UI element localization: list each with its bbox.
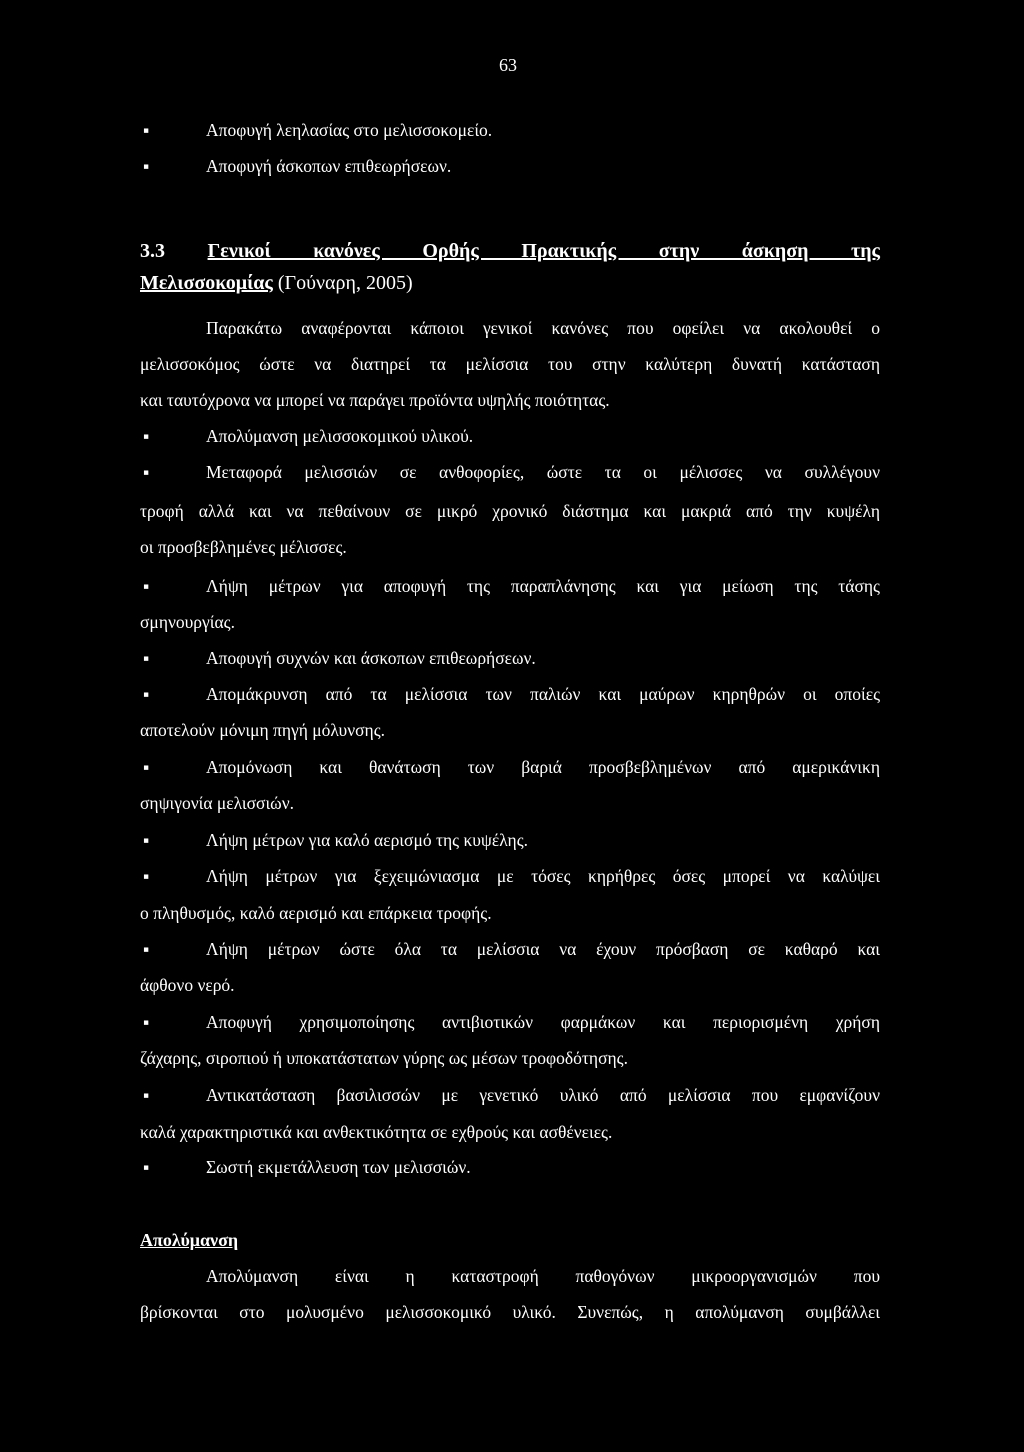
list-item-continued: αποτελούν μόνιμη πηγή μόλυνσης. [140, 720, 385, 740]
list-item-continued: σηψιγονία μελισσιών. [140, 793, 294, 813]
bullet-icon: ▪ [143, 866, 150, 886]
bullet-icon: ▪ [143, 1085, 150, 1105]
heading-citation: (Γούναρη, 2005) [277, 272, 413, 294]
section-heading-continued [140, 272, 880, 295]
paragraph-line: βρίσκονται στο μολυσμένο μελισσοκομικό υλικό. Συνεπώς, η απολύμανση συμβάλλει [140, 1302, 880, 1322]
section-heading [140, 240, 880, 263]
bullet-icon: ▪ [143, 830, 150, 850]
intro-line: Παρακάτω αναφέρονται κάποιοι γενικοί κανόνες που οφείλει να ακολουθεί ο [206, 318, 880, 338]
bullet-icon: ▪ [143, 757, 150, 777]
bullet-icon: ▪ [143, 1157, 150, 1177]
heading-title-line1: Γενικοί κανόνες Ορθής Πρακτικής στην άσκηση της [207, 240, 880, 262]
list-item-continued: ο πληθυσμός, καλό αερισμό και επάρκεια τροφής. [140, 903, 492, 923]
list-item-continued: ζάχαρης, σιροπιού ή υποκατάστατων γύρης ως μέσων τροφοδότησης. [140, 1048, 628, 1068]
intro-line: και ταυτόχρονα να μπορεί να παράγει προϊόντα υψηλής ποιότητας. [140, 390, 610, 410]
bullet-icon: ▪ [143, 939, 150, 959]
subsection-title: Απολύμανση [140, 1230, 239, 1250]
list-item-continued: τροφή αλλά και να πεθαίνουν σε μικρό χρονικό διάστημα και μακριά από την κυψέλη [140, 501, 880, 521]
bullet-icon: ▪ [143, 1012, 150, 1032]
bullet-icon: ▪ [143, 684, 150, 704]
list-item-continued: καλά χαρακτηριστικά και ανθεκτικότητα σε εχθρούς και ασθένειες. [140, 1122, 613, 1142]
paragraph-line: Απολύμανση είναι η καταστροφή παθογόνων μικροοργανισμών που [206, 1266, 880, 1286]
bullet-icon: ▪ [143, 648, 150, 668]
list-item-continued: οι προσβεβλημένες μέλισσες. [140, 537, 347, 557]
bullet-icon: ▪ [143, 120, 150, 140]
bullet-icon: ▪ [143, 576, 150, 596]
bullet-icon: ▪ [143, 426, 150, 446]
bullet-icon: ▪ [143, 156, 150, 176]
list-item-continued: άφθονο νερό. [140, 975, 235, 995]
heading-title-line2: Μελισσοκομίας [140, 272, 273, 294]
intro-line: μελισσοκόμος ώστε να διατηρεί τα μελίσσια του στην καλύτερη δυνατή κατάσταση [140, 354, 880, 374]
heading-number: 3.3 [140, 240, 165, 262]
list-item-continued: σμηνουργίας. [140, 612, 235, 632]
page-number: 63 [499, 55, 517, 75]
bullet-icon: ▪ [143, 462, 150, 482]
